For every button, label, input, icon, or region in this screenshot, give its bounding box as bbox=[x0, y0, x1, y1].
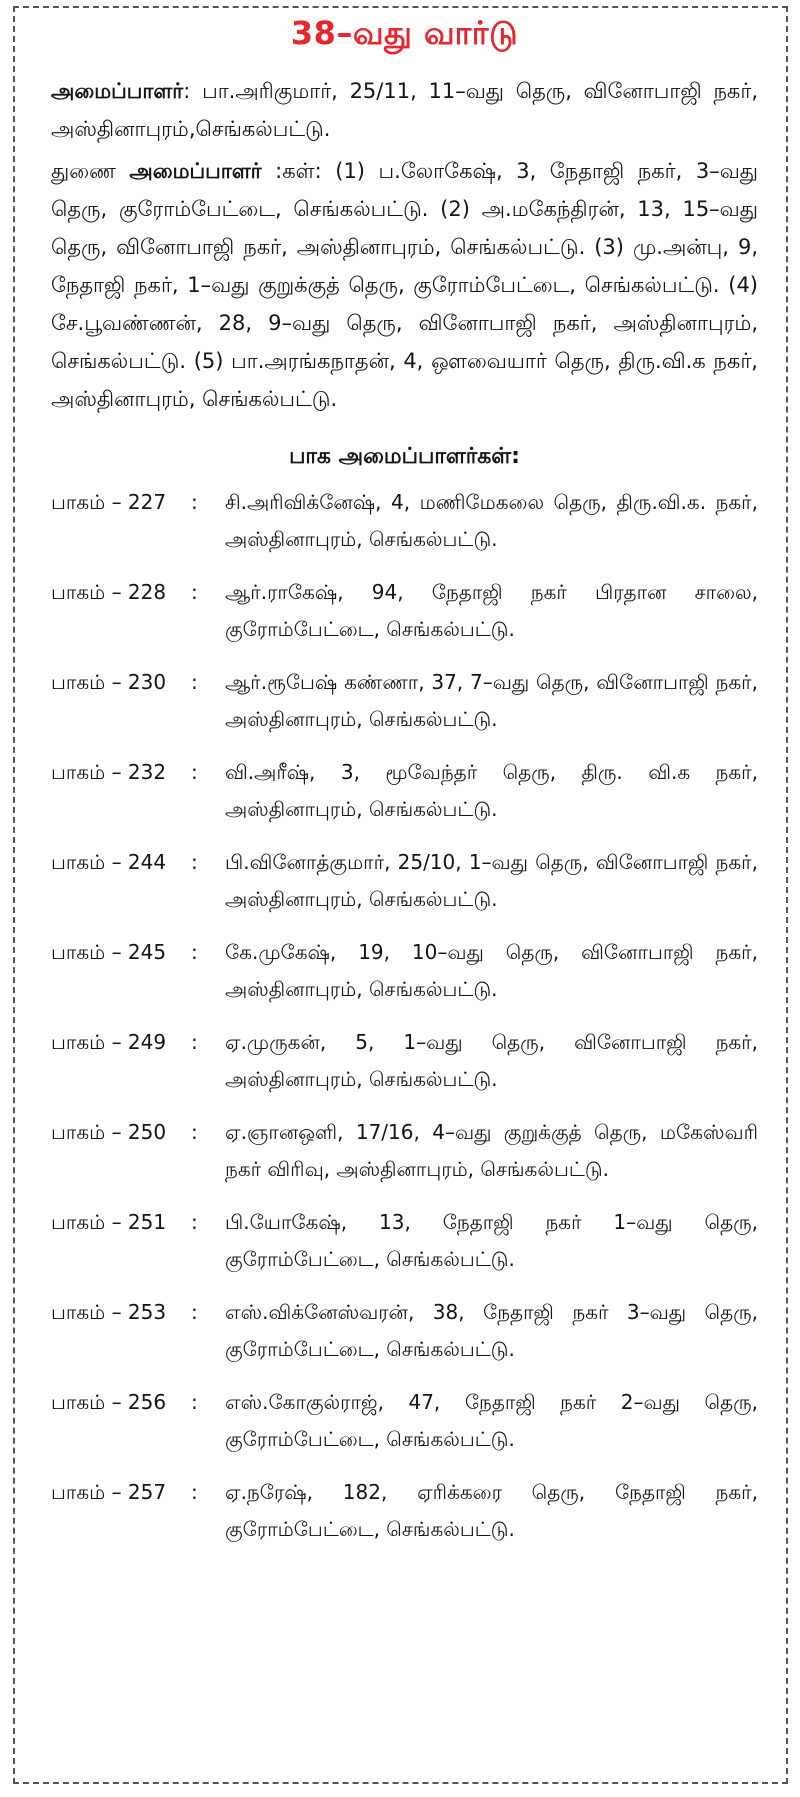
booth-number: பாகம் – 251 bbox=[51, 1210, 167, 1234]
booth-separator: : bbox=[191, 940, 198, 964]
booth-separator: : bbox=[191, 1390, 198, 1414]
booth-number: பாகம் – 232 bbox=[51, 760, 167, 784]
booth-organizer-details: ஏ.முருகன், 5, 1–வது தெரு, வினோபாஜி நகர், அஸ்தினாபுரம், செங்கல்பட்டு. bbox=[225, 1030, 758, 1091]
booth-number: பாகம் – 257 bbox=[51, 1480, 167, 1504]
booth-organizer-details: பி.வினோத்குமார், 25/10, 1–வது தெரு, வினோபாஜி நகர், அஸ்தினாபுரம், செங்கல்பட்டு. bbox=[225, 850, 758, 911]
booth-entry bbox=[51, 1474, 758, 1548]
booth-separator: : bbox=[191, 1120, 198, 1144]
booth-entry bbox=[51, 484, 758, 558]
booth-organizer-details: எஸ்.கோகுல்ராஜ், 47, நேதாஜி நகர் 2–வது தெரு, குரோம்பேட்டை, செங்கல்பட்டு. bbox=[225, 1390, 758, 1451]
ward-title: 38–வது வார்டு bbox=[290, 14, 519, 52]
booth-organizer-details: வி.அரீஷ், 3, மூவேந்தர் தெரு, திரு. வி.க நகர், அஸ்தினாபுரம், செங்கல்பட்டு. bbox=[225, 760, 758, 821]
booth-number: பாகம் – 230 bbox=[51, 670, 167, 694]
organizer-label: அமைப்பாளர் bbox=[51, 79, 184, 103]
booth-entry bbox=[51, 1294, 758, 1368]
deputy-prefix: துணை bbox=[51, 159, 130, 183]
booth-separator: : bbox=[191, 580, 198, 604]
booth-number: பாகம் – 244 bbox=[51, 850, 167, 874]
booth-separator: : bbox=[191, 760, 198, 784]
booth-entry bbox=[51, 1114, 758, 1188]
booth-separator: : bbox=[191, 670, 198, 694]
booth-organizer-details: சி.அரிவிக்னேஷ், 4, மணிமேகலை தெரு, திரு.வி.க. நகர், அஸ்தினாபுரம், செங்கல்பட்டு. bbox=[225, 490, 758, 551]
booth-separator: : bbox=[191, 850, 198, 874]
booth-number: பாகம் – 228 bbox=[51, 580, 167, 604]
booth-entry bbox=[51, 574, 758, 648]
booth-separator: : bbox=[191, 1300, 198, 1324]
booth-separator: : bbox=[191, 1210, 198, 1234]
booth-organizer-details: எஸ்.விக்னேஸ்வரன், 38, நேதாஜி நகர் 3–வது தெரு, குரோம்பேட்டை, செங்கல்பட்டு. bbox=[225, 1300, 758, 1361]
booth-separator: : bbox=[191, 1030, 198, 1054]
booth-entry bbox=[51, 1384, 758, 1458]
booth-number: பாகம் – 253 bbox=[51, 1300, 167, 1324]
deputy-organizers-paragraph bbox=[51, 152, 758, 418]
booth-organizer-details: ஏ.நரேஷ், 182, ஏரிக்கரை தெரு, நேதாஜி நகர், குரோம்பேட்டை, செங்கல்பட்டு. bbox=[225, 1480, 758, 1541]
booth-entry bbox=[51, 754, 758, 828]
booth-number: பாகம் – 256 bbox=[51, 1390, 167, 1414]
booth-organizers-heading: பாக அமைப்பாளர்கள்: bbox=[289, 444, 520, 469]
booth-entry bbox=[51, 1024, 758, 1098]
booth-list bbox=[51, 484, 758, 1548]
booth-number: பாகம் – 227 bbox=[51, 490, 167, 514]
deputy-text: :கள்: (1) ப.லோகேஷ், 3, நேதாஜி நகர், 3–வது தெரு, குரோம்பேட்டை, செங்கல்பட்டு. (2) அ.மகேந்திரன், 13, 15–வது தெரு, வினோபாஜி நகர், அஸ்தினாபுரம், செங்கல்பட்டு. (3) மு.அன்பு, 9, நேதாஜி நகர், 1–வது குறுக்குத் தெரு, குரோம்பேட்டை, செங்கல்பட்டு. (4) சே.பூவண்ணன், 28, 9–வது தெரு, வினோபாஜி நகர், அஸ்தினாபுரம், செங்கல்பட்டு. (5) பா.அரங்கநாதன், 4, ஔவையார் தெரு, திரு.வி.க நகர், அஸ்தினாபுரம், செங்கல்பட்டு. bbox=[51, 159, 759, 411]
booth-organizer-details: பி.யோகேஷ், 13, நேதாஜி நகர் 1–வது தெரு, குரோம்பேட்டை, செங்கல்பட்டு. bbox=[225, 1210, 758, 1271]
booth-organizer-details: ஆர்.ரூபேஷ் கண்ணா, 37, 7–வது தெரு, வினோபாஜி நகர், அஸ்தினாபுரம், செங்கல்பட்டு. bbox=[225, 670, 758, 731]
booth-number: பாகம் – 250 bbox=[51, 1120, 167, 1144]
booth-number: பாகம் – 249 bbox=[51, 1030, 167, 1054]
booth-organizer-details: ஏ.ஞானஒளி, 17/16, 4–வது குறுக்குத் தெரு, மகேஸ்வரி நகர் விரிவு, அஸ்தினாபுரம், செங்கல்பட்டு. bbox=[225, 1120, 758, 1181]
booth-entry bbox=[51, 664, 758, 738]
booth-separator: : bbox=[191, 490, 198, 514]
booth-entry bbox=[51, 844, 758, 918]
booth-entry bbox=[51, 1204, 758, 1278]
deputy-label: அமைப்பாளர் bbox=[129, 159, 262, 183]
booth-organizer-details: ஆர்.ராகேஷ், 94, நேதாஜி நகர் பிரதான சாலை, குரோம்பேட்டை, செங்கல்பட்டு. bbox=[225, 580, 758, 641]
booth-number: பாகம் – 245 bbox=[51, 940, 167, 964]
organizer-paragraph bbox=[51, 72, 758, 148]
organizer-text: : பா.அரிகுமார், 25/11, 11–வது தெரு, வினோபாஜி நகர், அஸ்தினாபுரம்,செங்கல்பட்டு. bbox=[51, 79, 758, 141]
booth-entry bbox=[51, 934, 758, 1008]
document-page bbox=[13, 6, 788, 1784]
booth-separator: : bbox=[191, 1480, 198, 1504]
booth-organizer-details: கே.முகேஷ், 19, 10–வது தெரு, வினோபாஜி நகர், அஸ்தினாபுரம், செங்கல்பட்டு. bbox=[225, 940, 758, 1001]
